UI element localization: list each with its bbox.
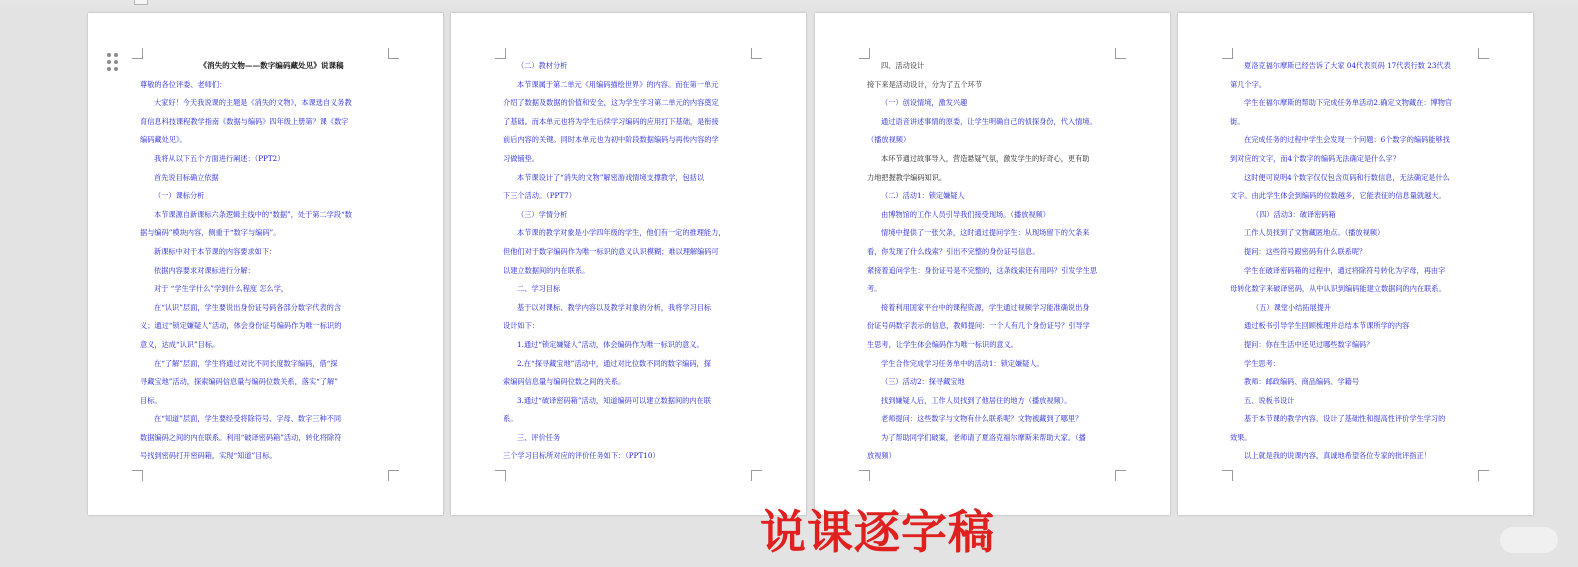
text-line: 三个学习目标所对应的评价任务如下：（PPT10） xyxy=(503,451,660,461)
text-line: 二、学习目标 xyxy=(517,284,561,294)
text-line: 五、说板书设计 xyxy=(1244,395,1295,405)
watermark xyxy=(1500,527,1558,553)
text-line: 由博物馆的工作人员引导我们接受现场。（播放视频） xyxy=(881,209,1050,219)
text-line: 力地把握教学编码知识。 xyxy=(867,172,947,182)
text-line: 设计如下： xyxy=(503,321,539,331)
text-line: 前后内容的关键。同时本单元也为初中阶段数据编码与再传内容的学 xyxy=(503,135,719,145)
text-line: 寻藏宝地”活动，探索编码信息量与编码位数关系，落实“了解” xyxy=(140,377,338,387)
document-page-3[interactable] xyxy=(815,13,1170,515)
text-line: 以建立数据间的内在联系。 xyxy=(503,265,590,275)
text-line: 提问：这些符号跟密码有什么联系呢？ xyxy=(1244,246,1367,256)
text-line: 义；通过“锁定嫌疑人”活动，体会身份证号编码作为唯一标识的 xyxy=(140,321,342,331)
text-line: （二）教材分析 xyxy=(517,61,568,70)
text-line: 学生在破译密码箱的过程中，通过将除符号转化为字母，再由字 xyxy=(1244,265,1446,275)
text-line: 放视频） xyxy=(867,451,896,461)
text-line: 3.通过“破译密码箱”活动，知道编码可以建立数据间的内在联 xyxy=(517,395,711,405)
text-line: 本节课的教学对象是小学四年级的学生，他们有一定的推理能力， xyxy=(517,228,726,238)
text-line: 本环节通过故事导入，营造悬疑气氛，激发学生的好奇心，更有助 xyxy=(881,153,1090,163)
margin-mark xyxy=(859,470,870,481)
text-line: 据与编码”模块内容，侧重于“数字与编码”。 xyxy=(140,228,281,238)
text-line: 基于以对课标、教学内容以及教学对象的分析，我将学习目标 xyxy=(517,302,712,312)
text-line: 本节课源自新课标六条逻辑主线中的“数据”，处于第二学段“数 xyxy=(154,209,352,219)
text-line: 在完成任务的过程中学生会发现一个问题：6个数字的编码能够找 xyxy=(1244,135,1450,145)
margin-mark xyxy=(495,470,506,481)
text-line: 学生思考： xyxy=(1244,358,1280,368)
text-line: 学生合作完成学习任务单中的活动1：锁定嫌疑人。 xyxy=(881,358,1044,368)
page-text xyxy=(140,57,403,466)
text-line: （播放视频） xyxy=(867,135,911,145)
text-line: 份证号码数字表示的信息，教师提问：一个人有几个身份证号？引导学 xyxy=(867,321,1090,331)
text-line: 街。 xyxy=(1230,116,1245,126)
text-line: 第几个字。 xyxy=(1230,79,1266,89)
text-line: （三）活动2：探寻藏宝地 xyxy=(881,377,965,387)
text-line: 看，你发现了什么线索？引出不完整的身份证号信息。 xyxy=(867,246,1040,256)
text-line: 本节课设计了“消失的文物”解密游戏情境支撑教学，包括以 xyxy=(517,172,705,182)
view-tab-marker[interactable] xyxy=(134,0,148,5)
text-line: （四）活动3：破译密码箱 xyxy=(1252,209,1336,219)
text-line: 育信息科技课程教学指南《数据与编码》四年级上册第？课《数字 xyxy=(140,116,349,126)
text-line: 本节课属于第二单元《用编码描绘世界》的内容。而在第一单元 xyxy=(517,79,719,89)
margin-mark xyxy=(132,470,143,481)
text-line: 号找到密码打开密码箱，实现“知道”目标。 xyxy=(140,451,277,461)
text-line: （五）课堂小结拓展提升 xyxy=(1252,302,1332,312)
text-line: 以上就是我的说课内容，真诚地希望各位专家的批评指正！ xyxy=(1244,451,1431,461)
text-line: （二）活动1：锁定嫌疑人 xyxy=(881,191,965,201)
text-line: 效果。 xyxy=(1230,432,1252,442)
margin-mark xyxy=(1478,470,1489,481)
text-line: 在“认识”层面，学生要说出身份证号码各部分数字代表的含 xyxy=(154,302,342,312)
text-line: 系。 xyxy=(503,414,518,424)
text-line: 目标。 xyxy=(140,395,162,405)
text-line: （一）创设情境，激发兴趣 xyxy=(881,98,968,108)
text-line: 在“了解”层面，学生将通过对比不同长度数字编码，借“探 xyxy=(154,358,338,368)
text-line: 新课标中对于本节课的内容要求如下： xyxy=(154,246,277,256)
text-line: 编码藏处见》。 xyxy=(140,135,187,145)
text-line: 大家好！今天我说课的主题是《消失的文物》，本课选自义务教 xyxy=(154,98,352,108)
toolbar-strip xyxy=(0,0,1578,6)
document-page-4[interactable] xyxy=(1178,13,1533,515)
text-line: 1.通过“锁定嫌疑人”活动，体会编码作为唯一标识的意义。 xyxy=(517,339,704,349)
text-line: 通过板书引导学生回顾梳理并总结本节课所学的内容 xyxy=(1244,321,1410,331)
text-line: 我将从以下五个方面进行阐述：（PPT2） xyxy=(154,153,285,163)
text-line: 情境中提供了一张欠条，这时通过提问学生：从现场留下的欠条来 xyxy=(881,228,1090,238)
text-line: 三、评价任务 xyxy=(517,432,561,442)
text-line: 提问：你在生活中还见过哪些数字编码？ xyxy=(1244,339,1374,349)
caption-overlay: 说课逐字稿 xyxy=(760,505,995,559)
text-line: 2.在“探寻藏宝地”活动中，通过对比位数不同的数字编码，探 xyxy=(517,358,711,368)
text-line: 对于 “学生学什么”学到什么程度 怎么学， xyxy=(154,284,289,294)
text-line: 紧接着追问学生：身份证号是不完整的，这条线索还有用吗？引发学生思 xyxy=(867,265,1098,275)
text-line: 接下来是活动设计，分为了五个环节 xyxy=(867,79,983,89)
page-text xyxy=(867,57,1130,466)
text-line: 了基础。而本单元也将为学生后续学习编码的应用打下基础，是衔接 xyxy=(503,116,719,126)
text-line: （一）课标分析 xyxy=(154,191,205,201)
margin-mark xyxy=(1222,470,1233,481)
text-line: 基于本节课的教学内容，设计了基础性和提高性评价学生学习的 xyxy=(1244,414,1446,424)
text-line: 下三个活动。（PPT7） xyxy=(503,191,576,201)
margin-mark xyxy=(388,470,399,481)
text-line: 《消失的文物——数字编码藏处见》说课稿 xyxy=(199,61,344,70)
text-line: 首先说目标确立依据 xyxy=(154,172,219,182)
drag-handle-icon[interactable] xyxy=(106,53,120,75)
text-line: 文字。由此学生体会到编码的位数越多，它能表征的信息量就越大。 xyxy=(1230,191,1446,201)
text-line: 工作人员找到了文物藏匿地点。（播放视频） xyxy=(1244,228,1385,238)
text-line: 夏洛克福尔摩斯已经告诉了大家 04代表页码 17代表行数 23代表 xyxy=(1244,61,1451,70)
text-line: 但他们对于数字编码作为唯一标识的意义认识模糊；难以理解编码可 xyxy=(503,246,719,256)
text-line: 介绍了数据及数据的价值和安全，这为学生学习第二单元的内容奠定 xyxy=(503,98,719,108)
text-line: 在“知道”层面，学生要经受将除符号、字母、数字三种不同 xyxy=(154,414,342,424)
text-line: 数据编码之间的内在联系。利用“破译密码箱”活动，转化将除符 xyxy=(140,432,342,442)
text-line: 四、活动设计 xyxy=(881,61,925,70)
text-line: 找到嫌疑人后，工作人员找到了他居住的地方（播放视频）。 xyxy=(881,395,1072,405)
text-line: 母转化数字来破译密码，从中认识到编码能建立数据间的内在联系。 xyxy=(1230,284,1446,294)
text-line: （三）学情分析 xyxy=(517,209,568,219)
text-line: 习做铺垫。 xyxy=(503,153,539,163)
text-line: 索编码信息量与编码位数之间的关系。 xyxy=(503,377,626,387)
margin-mark xyxy=(1115,470,1126,481)
text-line: 这时便可说明4个数字仅仅包含页码和行数信息，无法确定是什么 xyxy=(1244,172,1450,182)
page-text xyxy=(1230,57,1493,466)
text-line: 尊敬的各位评委、老师们： xyxy=(140,79,227,89)
text-line: 通过语音讲述事情的原委，让学生明确自己的侦探身份，代入情境。 xyxy=(881,116,1097,126)
margin-mark xyxy=(751,470,762,481)
document-page-1[interactable] xyxy=(88,13,443,515)
text-line: 学生在福尔摩斯的帮助下完成任务单活动2.确定文物藏在：博物官 xyxy=(1244,98,1453,108)
text-line: 意义，达成“认识”目标。 xyxy=(140,339,220,349)
text-line: 生思考，让学生体会编码作为唯一标识的意义。 xyxy=(867,339,1018,349)
text-line: 为了帮助同学们破案，老师请了夏洛克福尔摩斯来帮助大家。（播 xyxy=(881,432,1086,442)
text-line: 教师：邮政编码、商品编码、学籍号 xyxy=(1244,377,1360,387)
text-line: 考。 xyxy=(867,284,882,294)
text-line: 老师提问：这些数字与文物有什么联系呢？文物被藏到了哪里？ xyxy=(881,414,1083,424)
document-page-2[interactable] xyxy=(451,13,806,515)
page-text xyxy=(503,57,766,466)
text-line: 到对应的文字，而4个数字的编码无法确定是什么字？ xyxy=(1230,153,1400,163)
text-line: 接着利用国家平台中的课程资源，学生通过视频学习能准确说出身 xyxy=(881,302,1090,312)
text-line: 依据内容要求对课标进行分解： xyxy=(154,265,255,275)
